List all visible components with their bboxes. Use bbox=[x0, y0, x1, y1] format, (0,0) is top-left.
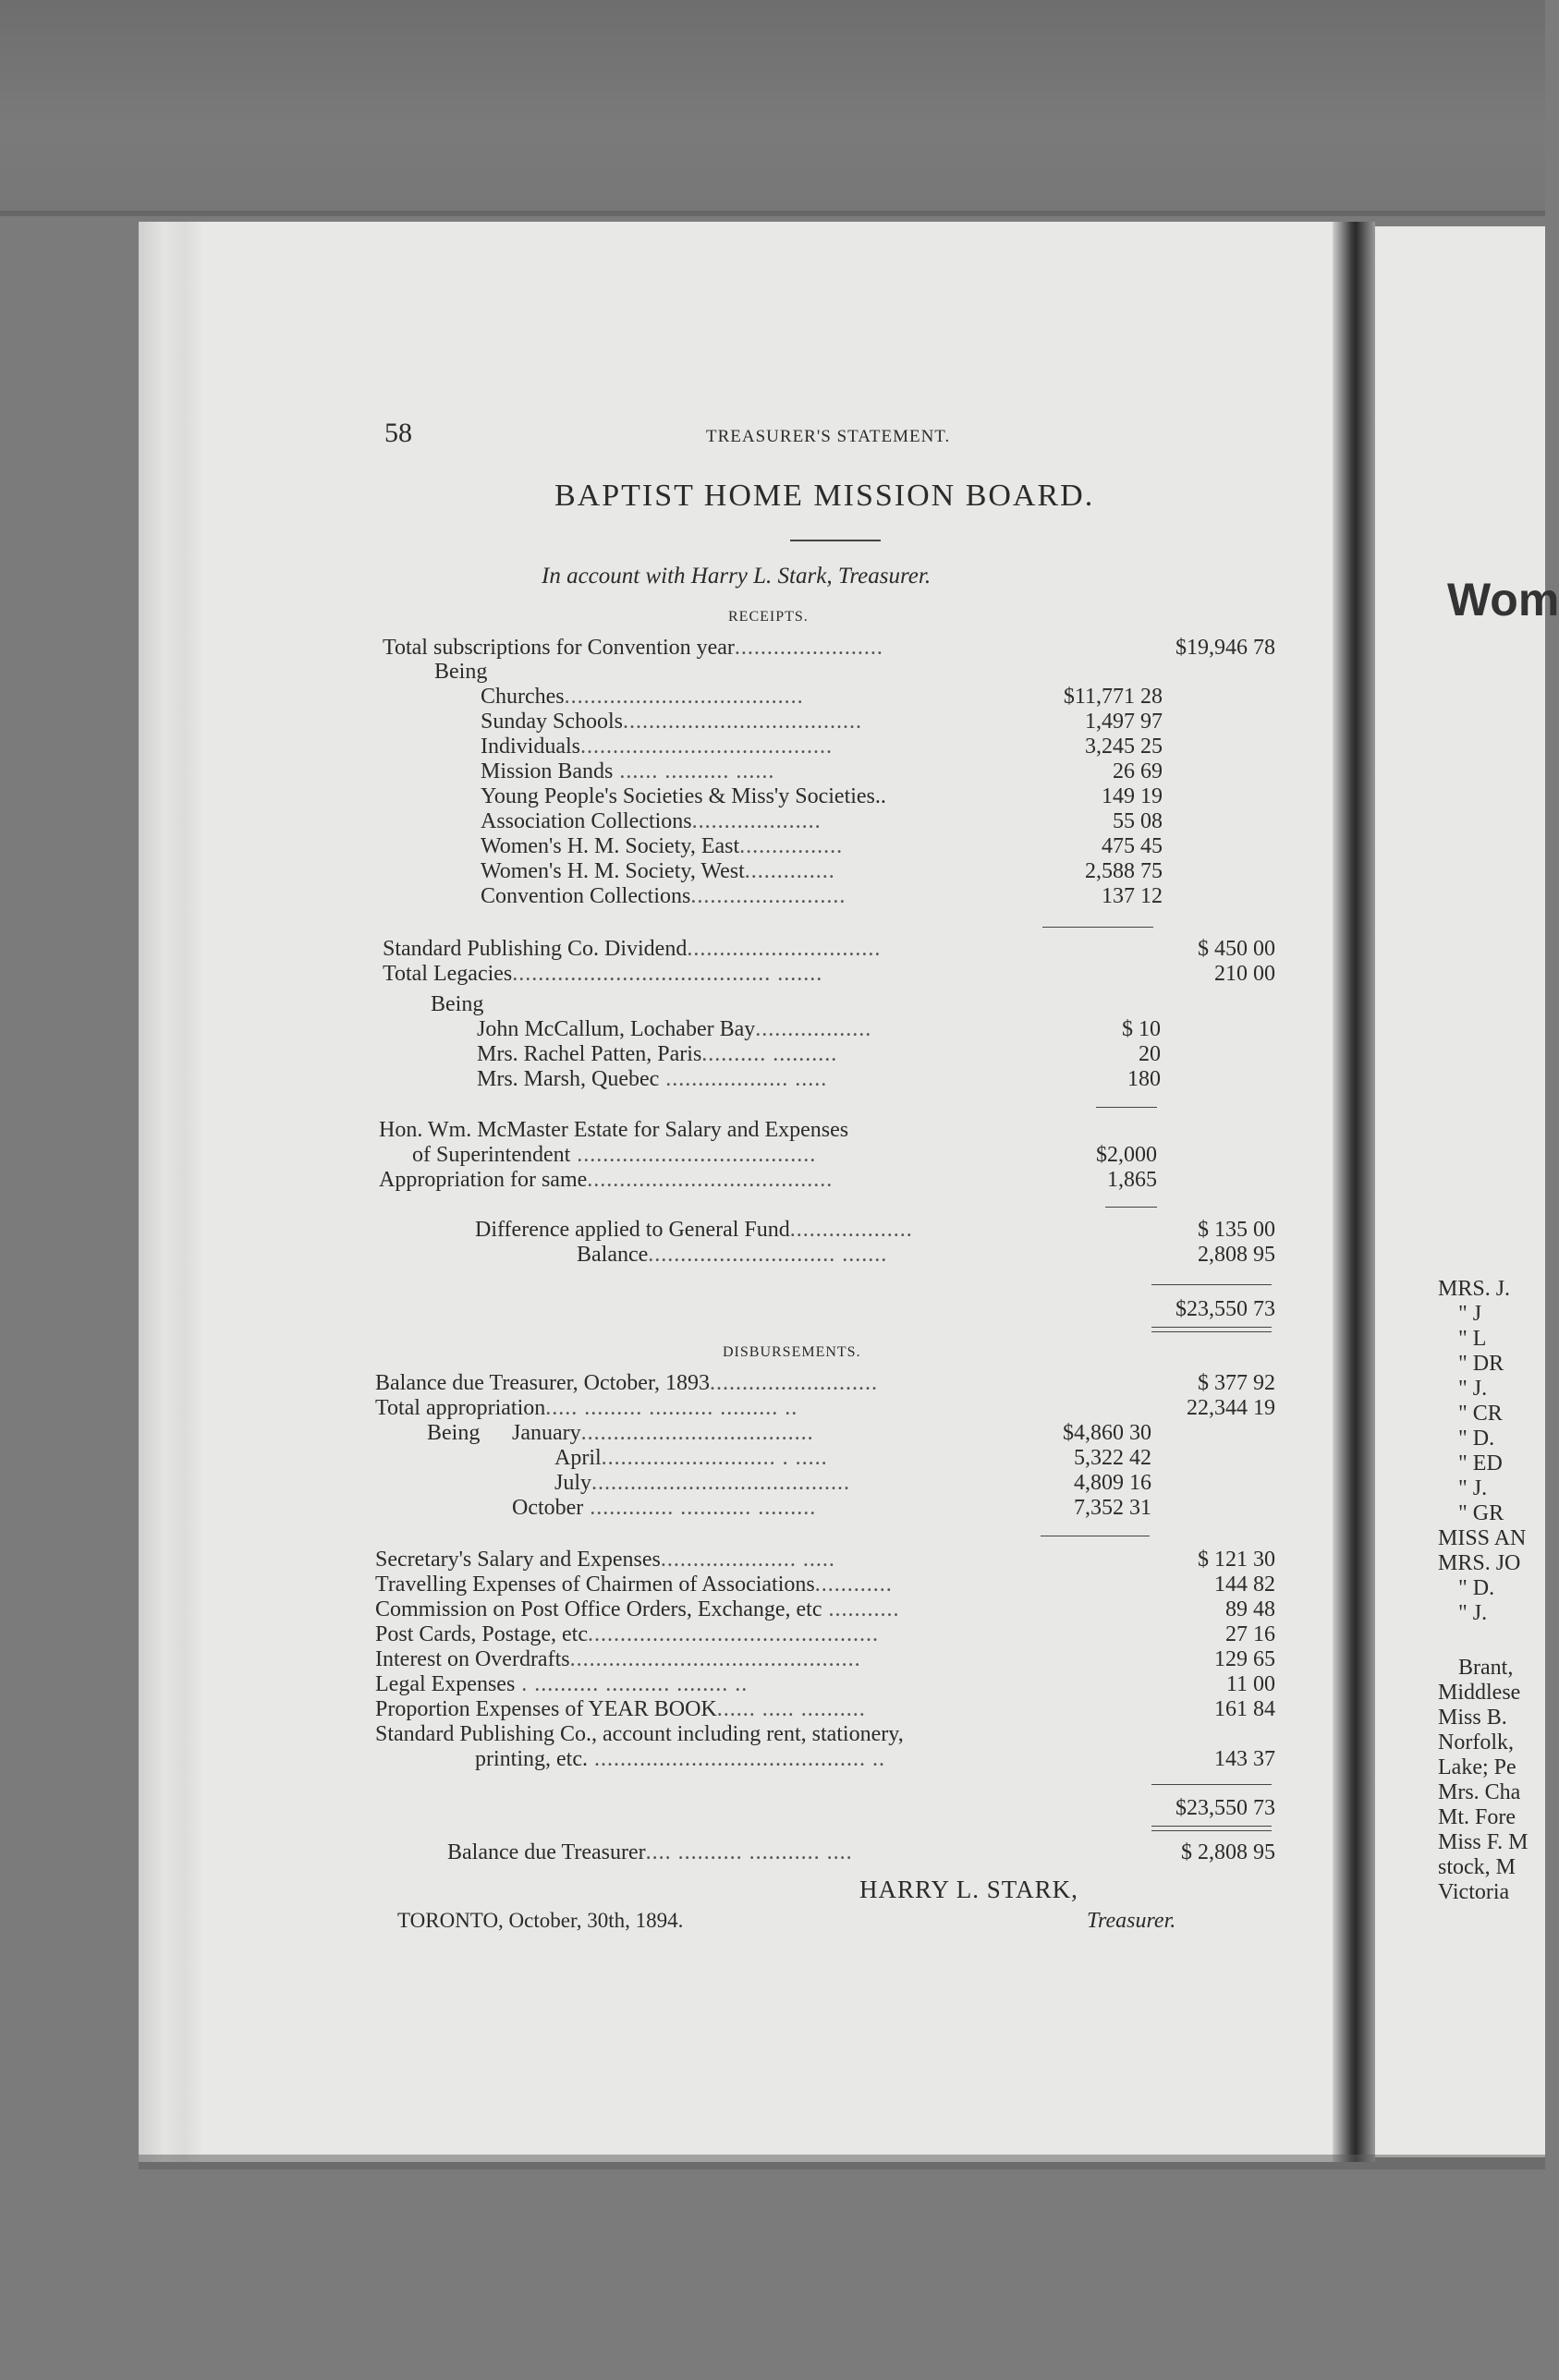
disbursements-total-rule bbox=[1151, 1784, 1272, 1785]
disbursement-item: Secretary's Salary and Expenses..................... ..... bbox=[375, 1548, 835, 1572]
receipt-item-amount: $11,771 28 bbox=[1063, 685, 1163, 709]
printing-label: printing, etc. .......................................... .. bbox=[475, 1747, 885, 1771]
legacy-item: John McCallum, Lochaber Bay.................. bbox=[477, 1017, 872, 1041]
disbursement-amount: 11 00 bbox=[1225, 1672, 1275, 1696]
legacy-item: Mrs. Marsh, Quebec ................... ..... bbox=[477, 1067, 828, 1091]
right-page-name: MRS. J. bbox=[1438, 1277, 1511, 1301]
double-rule-2 bbox=[1151, 1331, 1272, 1332]
month-amount: $4,860 30 bbox=[1063, 1421, 1151, 1445]
right-page-name: MRS. JO bbox=[1438, 1551, 1521, 1575]
mcmaster-superintendent: of Superintendent ..................................... bbox=[412, 1143, 817, 1167]
scan-background bbox=[0, 0, 1545, 212]
right-page-line: stock, M bbox=[1438, 1855, 1516, 1879]
receipt-item-amount: 55 08 bbox=[1113, 809, 1163, 833]
right-page-line: Brant, bbox=[1458, 1656, 1514, 1680]
legacy-item-amount: $ 10 bbox=[1122, 1017, 1161, 1041]
mcmaster-amount: $2,000 bbox=[1096, 1143, 1157, 1167]
balance-due-amount: $ 377 92 bbox=[1198, 1371, 1275, 1395]
balance-amount: 2,808 95 bbox=[1198, 1243, 1275, 1267]
standard-publishing-line: Standard Publishing Co., account including rent, stationery, bbox=[375, 1722, 904, 1746]
page-title: BAPTIST HOME MISSION BOARD. bbox=[554, 479, 1095, 513]
being-label: Being bbox=[434, 660, 488, 684]
right-page-line: Norfolk, bbox=[1438, 1730, 1514, 1755]
receipt-item: Convention Collections........................ bbox=[481, 884, 846, 908]
mcmaster-line: Hon. Wm. McMaster Estate for Salary and Expenses bbox=[379, 1118, 849, 1142]
receipt-item: Women's H. M. Society, East................ bbox=[481, 834, 844, 858]
month-item: January.................................... bbox=[512, 1421, 814, 1445]
disbursement-amount: 161 84 bbox=[1214, 1697, 1275, 1721]
appropriation-label: Appropriation for same...................................... bbox=[379, 1168, 834, 1192]
legacy-item-amount: 20 bbox=[1139, 1042, 1161, 1066]
balance-due-treasurer-label: Balance due Treasurer.... .......... ........... .... bbox=[447, 1840, 853, 1864]
disbursement-amount: 89 48 bbox=[1225, 1597, 1275, 1621]
right-page-line: Mrs. Cha bbox=[1438, 1780, 1521, 1804]
right-page-name: " J. bbox=[1458, 1377, 1488, 1401]
receipts-total: $23,550 73 bbox=[1175, 1297, 1275, 1321]
month-item: October ............. ........... ......... bbox=[512, 1496, 817, 1520]
month-item: July........................................ bbox=[554, 1471, 851, 1495]
receipt-item: Mission Bands ...... .......... ...... bbox=[481, 759, 775, 783]
balance-due-label: Balance due Treasurer, October, 1893.......................... bbox=[375, 1371, 878, 1395]
receipt-item-amount: 1,497 97 bbox=[1085, 710, 1163, 734]
receipt-item: Association Collections.................... bbox=[481, 809, 822, 833]
receipts-heading: RECEIPTS. bbox=[728, 609, 809, 625]
receipt-item-amount: 2,588 75 bbox=[1085, 859, 1163, 883]
running-head: TREASURER'S STATEMENT. bbox=[706, 427, 951, 446]
receipt-item: Young People's Societies & Miss'y Societies.. bbox=[481, 784, 886, 808]
difference-amount: $ 135 00 bbox=[1198, 1218, 1275, 1242]
disbursement-amount: $ 121 30 bbox=[1198, 1548, 1275, 1572]
right-page-name: MISS AN bbox=[1438, 1526, 1527, 1550]
legacy-rule bbox=[1096, 1107, 1157, 1108]
disbursement-item: Interest on Overdrafts............................................. bbox=[375, 1647, 861, 1671]
receipt-item: Sunday Schools..................................... bbox=[481, 710, 863, 734]
receipt-item-amount: 137 12 bbox=[1102, 884, 1163, 908]
appropriation-amount: 1,865 bbox=[1107, 1168, 1157, 1192]
page-bottom-shadow bbox=[139, 2155, 1545, 2169]
total-subscriptions-amount: $19,946 78 bbox=[1175, 636, 1275, 660]
subtotal-rule bbox=[1042, 927, 1153, 928]
month-amount: 7,352 31 bbox=[1074, 1496, 1151, 1520]
disbursements-heading: DISBURSEMENTS. bbox=[723, 1344, 861, 1360]
total-appropriation-label: Total appropriation..... ......... .......... ......... .. bbox=[375, 1396, 798, 1420]
receipt-item: Churches..................................... bbox=[481, 685, 804, 709]
disbursement-item: Post Cards, Postage, etc............................................. bbox=[375, 1622, 879, 1646]
title-rule bbox=[790, 540, 881, 541]
total-subscriptions-label: Total subscriptions for Convention year....................... bbox=[383, 636, 883, 660]
receipt-item-amount: 149 19 bbox=[1102, 784, 1163, 808]
receipt-item-amount: 475 45 bbox=[1102, 834, 1163, 858]
disbursement-item: Proportion Expenses of YEAR BOOK...... ..... .......... bbox=[375, 1697, 866, 1721]
disbursement-amount: 129 65 bbox=[1214, 1647, 1275, 1671]
legacy-item: Mrs. Rachel Patten, Paris.......... .......... bbox=[477, 1042, 838, 1066]
right-page-name: " J bbox=[1458, 1302, 1482, 1326]
right-page-name: " L bbox=[1458, 1327, 1487, 1351]
double-rule-1 bbox=[1151, 1327, 1272, 1328]
receipt-item: Women's H. M. Society, West.............. bbox=[481, 859, 835, 883]
dividend-amount: $ 450 00 bbox=[1198, 937, 1275, 961]
place-date: TORONTO, October, 30th, 1894. bbox=[397, 1909, 684, 1932]
page-number: 58 bbox=[384, 418, 412, 448]
disbursement-amount: 27 16 bbox=[1225, 1622, 1275, 1646]
receipt-item-amount: 26 69 bbox=[1113, 759, 1163, 783]
right-page-name: " D. bbox=[1458, 1427, 1495, 1451]
disbursements-total: $23,550 73 bbox=[1175, 1796, 1275, 1820]
book-gutter bbox=[1333, 222, 1375, 2162]
right-page-line: Mt. Fore bbox=[1438, 1805, 1516, 1829]
right-page-heading: Wom bbox=[1447, 574, 1559, 625]
scan-artifact bbox=[0, 211, 1545, 216]
disbursement-amount: 144 82 bbox=[1214, 1572, 1275, 1597]
right-page-name: " ED bbox=[1458, 1451, 1503, 1475]
receipt-item: Individuals....................................... bbox=[481, 735, 833, 759]
treasurer-name: HARRY L. STARK, bbox=[859, 1876, 1078, 1903]
difference-label: Difference applied to General Fund................... bbox=[475, 1218, 913, 1242]
month-amount: 5,322 42 bbox=[1074, 1446, 1151, 1470]
legacies-being-label: Being bbox=[431, 992, 484, 1016]
right-page-line: Miss F. M bbox=[1438, 1830, 1529, 1854]
balance-due-treasurer-amount: $ 2,808 95 bbox=[1181, 1840, 1275, 1864]
right-page-line: Middlese bbox=[1438, 1681, 1521, 1705]
month-item: April........................... . ..... bbox=[554, 1446, 828, 1470]
disbursement-item: Travelling Expenses of Chairmen of Associations............ bbox=[375, 1572, 893, 1597]
appropriation-rule bbox=[1105, 1207, 1157, 1208]
right-page-name: " GR bbox=[1458, 1501, 1504, 1525]
right-page-name: " D. bbox=[1458, 1576, 1495, 1600]
page-edge bbox=[139, 222, 203, 2162]
receipts-total-rule bbox=[1151, 1284, 1272, 1285]
legacy-item-amount: 180 bbox=[1127, 1067, 1161, 1091]
being-label: Being bbox=[427, 1421, 481, 1445]
double-rule-1 bbox=[1151, 1826, 1272, 1827]
total-appropriation-amount: 22,344 19 bbox=[1187, 1396, 1275, 1420]
right-page-name: " J. bbox=[1458, 1601, 1488, 1625]
treasurer-title: Treasurer. bbox=[1087, 1909, 1176, 1933]
right-page-line: Lake; Pe bbox=[1438, 1755, 1516, 1779]
receipt-item-amount: 3,245 25 bbox=[1085, 735, 1163, 759]
month-amount: 4,809 16 bbox=[1074, 1471, 1151, 1495]
printing-amount: 143 37 bbox=[1214, 1747, 1275, 1771]
legacies-label: Total Legacies........................................ ....... bbox=[383, 962, 823, 986]
right-page-name: " DR bbox=[1458, 1352, 1504, 1376]
disbursement-item: Legal Expenses . .......... .......... ........ .. bbox=[375, 1672, 749, 1696]
right-page-name: " CR bbox=[1458, 1402, 1503, 1426]
right-page-name: " J. bbox=[1458, 1476, 1488, 1500]
legacies-amount: 210 00 bbox=[1214, 962, 1275, 986]
balance-label: Balance............................. ....... bbox=[577, 1243, 888, 1267]
disbursement-item: Commission on Post Office Orders, Exchange, etc ........... bbox=[375, 1597, 900, 1621]
double-rule-2 bbox=[1151, 1830, 1272, 1831]
right-page-line: Victoria bbox=[1438, 1880, 1510, 1904]
dividend-label: Standard Publishing Co. Dividend.............................. bbox=[383, 937, 882, 961]
right-page-line: Miss B. bbox=[1438, 1706, 1507, 1730]
account-subtitle: In account with Harry L. Stark, Treasurer. bbox=[542, 564, 932, 589]
